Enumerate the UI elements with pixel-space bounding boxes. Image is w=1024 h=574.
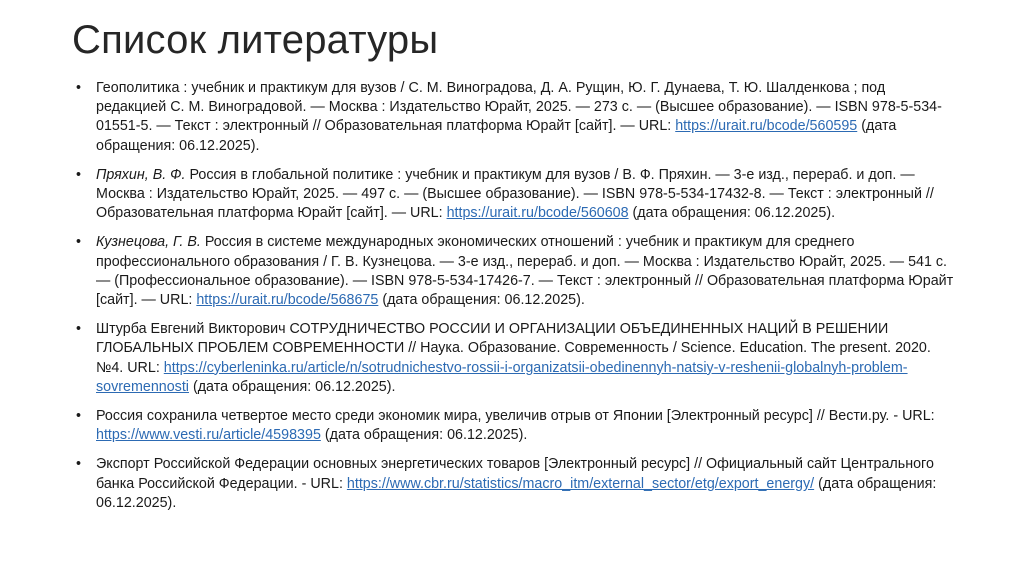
reference-access-date: (дата обращения: 06.12.2025). bbox=[188, 378, 396, 395]
reference-link[interactable]: https://urait.ru/bcode/568675 bbox=[196, 292, 379, 309]
reference-access-date: (дата обращения: 06.12.2025). bbox=[96, 118, 897, 154]
reference-access-date: (дата обращения: 06.12.2025). bbox=[378, 292, 585, 309]
reference-text: Штурба Евгений Викторович СОТРУДНИЧЕСТВО РОССИИ И ОРГАНИЗАЦИИ ОБЪЕДИНЕННЫХ НАЦИЙ В РЕШЕНИИ ГЛОБАЛЬНЫХ ПРОБЛЕМ СОВРЕМЕННОСТИ // Наука. Образование. Современность / Science. Education. The present. 2020. №4. URL: bbox=[96, 321, 931, 376]
reference-link[interactable]: https://www.vesti.ru/article/4598395 bbox=[96, 427, 321, 444]
reference-access-date: (дата обращения: 06.12.2025). bbox=[628, 205, 836, 222]
reference-text: Россия в глобальной политике : учебник и практикум для вузов / В. Ф. Пряхин. — 3-е изд., перераб. и доп. — Москва : Издательство Юрайт, 2025. — 497 с. — (Высшее образование). — ISBN 978-5-534-17432-8. — Текст : электронный // Образовательная платформа Юрайт [сайт]. — URL: bbox=[96, 166, 934, 222]
reference-item bbox=[76, 320, 956, 397]
reference-item bbox=[76, 79, 956, 156]
reference-text: Экспорт Российской Федерации основных энергетических товаров [Электронный ресурс] // Официальный сайт Центрального банка Российской Федерации. - URL: bbox=[96, 456, 934, 492]
reference-link[interactable]: https://cyberleninka.ru/article/n/sotrudnichestvo-rossii-i-organizatsii-obedinennyh-natsiy-v-reshenii-globalnyh-problem-sovremennosti bbox=[96, 359, 908, 395]
reference-author: Кузнецова, Г. В. bbox=[96, 234, 205, 251]
reference-text: Россия в системе международных экономических отношений : учебник и практикум для среднего профессионального образования / Г. В. Кузнецова. — 3-е изд., перераб. и доп. — Москва : Издательство Юрайт, 2025. — 541 с. — (Профессиональное образование). — ISBN 978-5-534-17426-7. — Текст : электронный // Образовательная платформа Юрайт [сайт]. — URL: bbox=[96, 234, 954, 309]
bullet-icon: • bbox=[76, 321, 82, 338]
reference-item bbox=[76, 455, 956, 513]
reference-list bbox=[76, 79, 956, 523]
reference-access-date: (дата обращения: 06.12.2025). bbox=[320, 427, 528, 444]
reference-item bbox=[76, 233, 956, 310]
bullet-icon: • bbox=[76, 234, 82, 251]
bullet-icon: • bbox=[76, 408, 82, 425]
reference-text: Геополитика : учебник и практикум для вузов / С. М. Виноградова, Д. А. Рущин, Ю. Г. Дунаева, Т. Ю. Шалденкова ; под редакцией С. М. Виноградовой. — Москва : Издательство Юрайт, 2025. — 273 с. — (Высшее образование). — ISBN 978-5-534-01551-5. — Текст : электронный // Образовательная платформа Юрайт [сайт]. — URL: bbox=[96, 80, 942, 135]
page-title: Список литературы bbox=[72, 18, 439, 62]
reference-author: Пряхин, В. Ф. bbox=[96, 166, 190, 183]
reference-item bbox=[76, 407, 956, 445]
bullet-icon: • bbox=[76, 80, 82, 96]
bullet-icon: • bbox=[76, 166, 82, 183]
bullet-icon: • bbox=[76, 456, 82, 473]
reference-text: Россия сохранила четвертое место среди экономик мира, увеличив отрыв от Японии [Электронный ресурс] // Вести.ру. - URL: bbox=[96, 408, 935, 425]
reference-item bbox=[76, 166, 956, 224]
reference-link[interactable]: https://urait.ru/bcode/560608 bbox=[446, 205, 629, 222]
reference-link[interactable]: https://www.cbr.ru/statistics/macro_itm/external_sector/etg/export_energy/ bbox=[346, 475, 815, 492]
reference-link[interactable]: https://urait.ru/bcode/560595 bbox=[675, 118, 858, 135]
reference-access-date: (дата обращения: 06.12.2025). bbox=[96, 475, 937, 511]
